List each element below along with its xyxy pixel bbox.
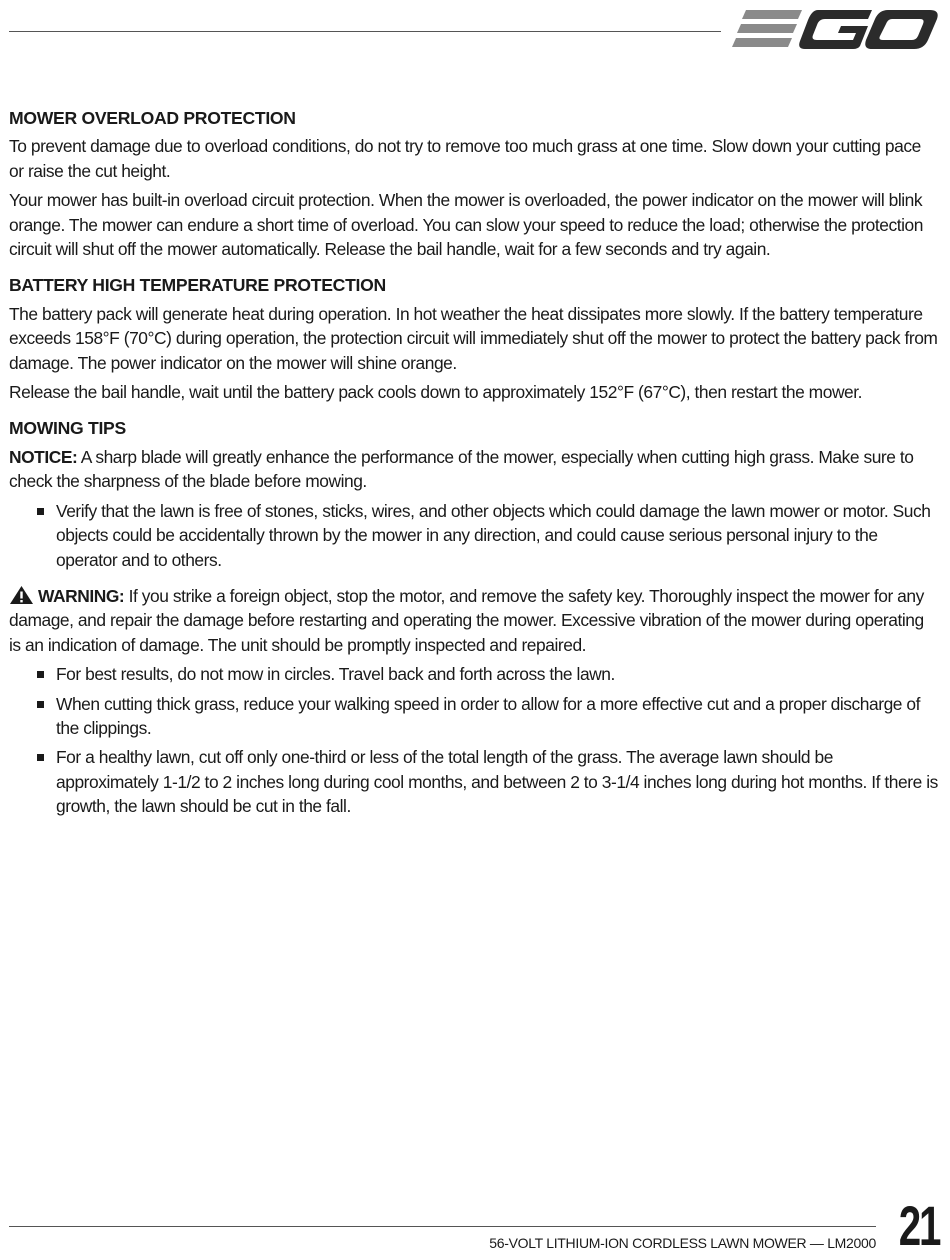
list-item	[9, 692, 939, 741]
warning-text: If you strike a foreign object, stop the motor, and remove the safety key. Thoroughly inspect the mower for any damage, and repair the damage before restarting and operating the mower. Excessive vibration of the mower during operating is an indication of damage. The unit should be promptly inspected and repaired.	[9, 585, 924, 655]
notice-text: A sharp blade will greatly enhance the performance of the mower, especially when cutting high grass. Make sure to check the sharpness of the blade before mowing.	[9, 446, 914, 492]
square-bullet-icon	[37, 671, 44, 678]
notice-label: NOTICE:	[9, 446, 78, 467]
page-number: 21	[898, 1194, 939, 1257]
list-item	[9, 499, 939, 572]
overload-paragraph-1: To prevent damage due to overload conditions, do not try to remove too much grass at one time. Slow down your cutting pace or raise the cut height.	[9, 136, 921, 181]
warning-paragraph	[9, 584, 939, 657]
battery-paragraph-2: Release the bail handle, wait until the battery pack cools down to approximately 152°F (67°C), then restart the mower.	[9, 382, 863, 403]
list-item	[9, 745, 939, 818]
square-bullet-icon	[37, 508, 44, 515]
bullet-text: For a healthy lawn, cut off only one-third or less of the total length of the grass. The average lawn should be approximately 1-1/2 to 2 inches long during cool months, and between 2 to 3-1/4 inches long during hot months. If there is growth, the lawn should be cut in the fall.	[56, 747, 938, 817]
bullet-text: For best results, do not mow in circles. Travel back and forth across the lawn.	[56, 664, 615, 685]
page-content	[9, 106, 939, 831]
mowing-tips-title: MOWING TIPS	[9, 418, 126, 439]
mowing-bullets-first	[9, 499, 939, 572]
footer-rule	[9, 1226, 876, 1227]
square-bullet-icon	[37, 701, 44, 708]
square-bullet-icon	[37, 754, 44, 761]
battery-section	[9, 273, 939, 404]
overload-title: MOWER OVERLOAD PROTECTION	[9, 108, 296, 128]
overload-section	[9, 106, 939, 261]
warning-triangle-icon	[9, 585, 34, 605]
overload-paragraph-2: Your mower has built-in overload circuit protection. When the mower is overloaded, the power indicator on the mower will blink orange. The mower can endure a short time of overload. You can slow your speed to reduce the load; otherwise the protection circuit will shut off the mower automatically. Release the bail handle, wait for a few seconds and try again.	[9, 190, 923, 260]
list-item	[9, 662, 939, 686]
battery-paragraph-1: The battery pack will generate heat during operation. In hot weather the heat dissipates more slowly. If the battery temperature exceeds 158°F (70°C) during operation, the protection circuit will immediately shut off the mower to protect the battery pack from damage. The power indicator on the mower will shine orange.	[9, 303, 938, 373]
battery-title: BATTERY HIGH TEMPERATURE PROTECTION	[9, 275, 386, 296]
header-rule	[9, 31, 721, 32]
bullet-text: Verify that the lawn is free of stones, sticks, wires, and other objects which could damage the lawn mower or motor. Such objects could be accidentally thrown by the mower in any direction, and could cause serious personal injury to the operator and to others.	[56, 500, 931, 570]
ego-logo	[732, 6, 940, 54]
bullet-text: When cutting thick grass, reduce your walking speed in order to allow for a more effective cut and a proper discharge of the clippings.	[56, 693, 921, 738]
mowing-bullets-second	[9, 662, 939, 818]
footer-product-title: 56-VOLT LITHIUM-ION CORDLESS LAWN MOWER — LM2000	[489, 1235, 876, 1251]
notice-paragraph	[9, 445, 939, 494]
warning-label: WARNING:	[38, 585, 125, 606]
mowing-tips-section	[9, 416, 939, 818]
